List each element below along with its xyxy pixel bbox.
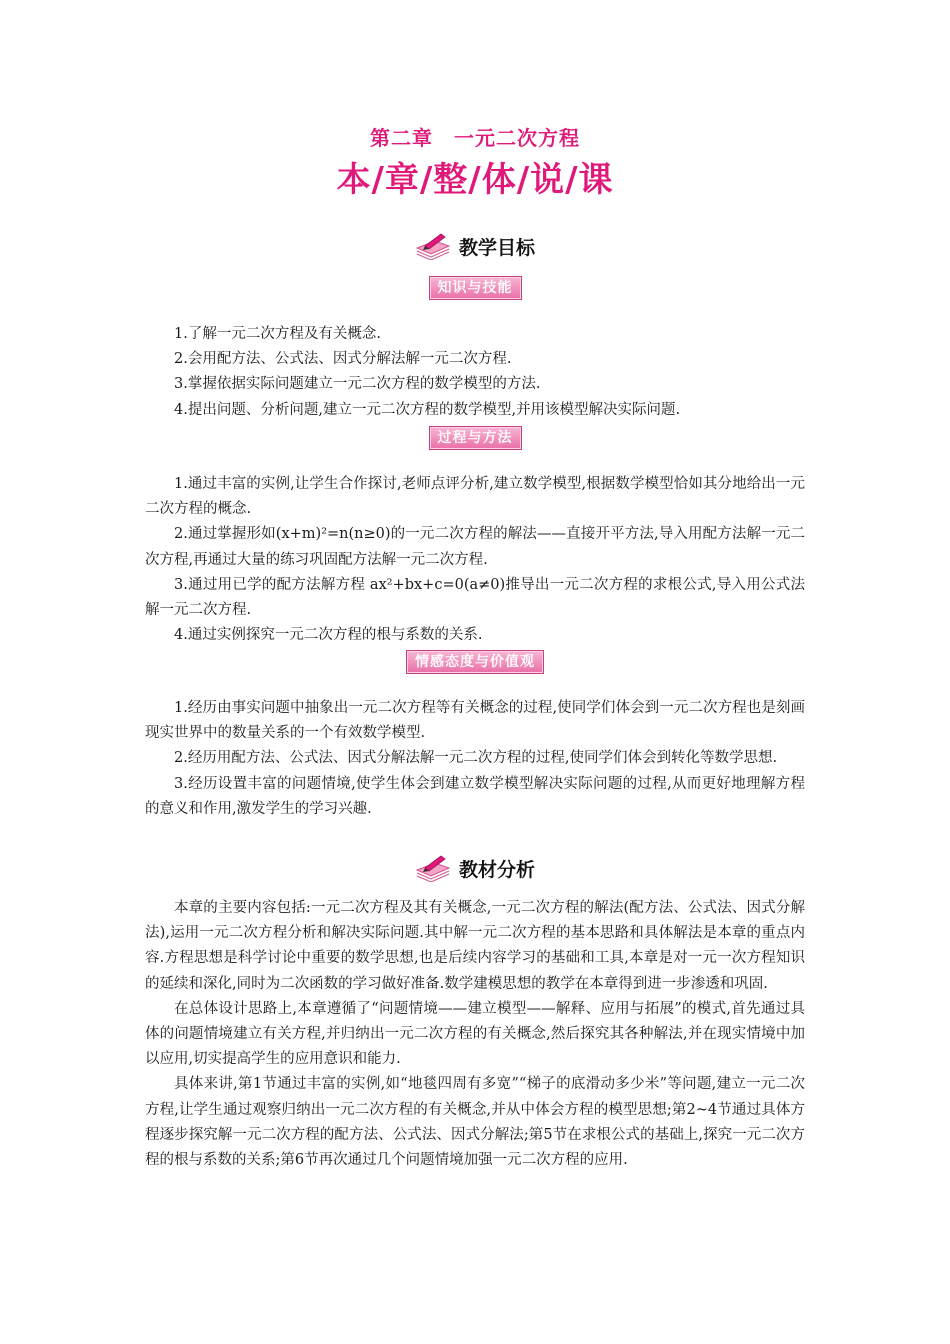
list-item: 3.经历设置丰富的问题情境,使学生体会到建立数学模型解决实际问题的过程,从而更好地理解方程的意义和作用,激发学生的学习兴趣. [145,775,805,817]
tag-label: 知识与技能 [429,276,522,300]
section-heading-label: 教学目标 [458,236,535,259]
analysis-body [145,896,805,1173]
list-item: 2.会用配方法、公式法、因式分解法解一元二次方程. [174,351,512,368]
list-item: 1.了解一元二次方程及有关概念. [174,326,381,342]
pencil-and-book-icon [415,854,451,882]
list-item: 2.经历用配方法、公式法、因式分解法解一元二次方程的过程,使同学们体会到转化等数学思想. [174,750,778,767]
tag-knowledge [0,276,950,300]
section-heading-analysis [0,854,950,887]
list-item: 3.掌握依据实际问题建立一元二次方程的数学模型的方法. [174,376,541,393]
tag-label: 情感态度与价值观 [406,650,544,674]
list-item: 2.通过掌握形如(x+m)²=n(n≥0)的一元二次方程的解法——直接开平方法,导入用配方法解一元二次方程,再通过大量的练习巩固配方法解一元二次方程. [145,526,805,568]
list-item: 1.通过丰富的实例,让学生合作探讨,老师点评分析,建立数学模型,根据数学模型恰如其分地给出一元二次方程的概念. [145,476,805,518]
tag-attitude [0,650,950,674]
paragraph: 本章的主要内容包括:一元二次方程及其有关概念,一元二次方程的解法(配方法、公式法、因式分解法),运用一元二次方程分析和解决实际问题.其中解一元二次方程的基本思路和具体解法是本章的重点内容.方程思想是科学讨论中重要的数学思想,也是后续内容学习的基础和工具,本章是对一元一次方程知识的延续和深化,同时为二次函数的学习做好准备.数学建模思想的教学在本章得到进一步渗透和巩固. [145,900,805,992]
chapter-title: 第二章 一元二次方程 [370,126,580,150]
knowledge-list [145,322,805,423]
list-item: 1.经历由事实问题中抽象出一元二次方程等有关概念的过程,使同学们体会到一元二次方程也是刻画现实世界中的数量关系的一个有效数学模型. [145,700,805,742]
pencil-and-book-icon [415,232,451,260]
list-item: 3.通过用已学的配方法解方程 ax²+bx+c=0(a≠0)推导出一元二次方程的求根公式,导入用公式法解一元二次方程. [145,576,805,619]
paragraph: 在总体设计思路上,本章遵循了“问题情境——建立模型——解释、应用与拓展”的模式,首先通过具体的问题情境建立有关方程,并归纳出一元二次方程的有关概念,然后探究其各种解法,并在现实情境中加以应用,切实提高学生的应用意识和能力. [145,1000,805,1068]
tag-label: 过程与方法 [429,426,522,450]
process-list [145,472,805,648]
list-item: 4.提出问题、分析问题,建立一元二次方程的数学模型,并用该模型解决实际问题. [174,401,681,418]
list-item: 4.通过实例探究一元二次方程的根与系数的关系. [174,627,483,644]
section-heading-label: 教材分析 [458,858,535,881]
page-title: 本/章/整/体/说/课 [336,160,614,200]
section-heading-goals [0,232,950,265]
attitude-list [145,696,805,822]
tag-process [0,426,950,450]
paragraph: 具体来讲,第1节通过丰富的实例,如“地毯四周有多宽”“梯子的底滑动多少米”等问题,建立一元二次方程,让学生通过观察归纳出一元二次方程的有关概念,并从中体会方程的模型思想;第2~4节通过具体方程逐步探究解一元二次方程的配方法、公式法、因式分解法;第5节在求根公式的基础上,探究一元二次方程的根与系数的关系;第6节再次通过几个问题情境加强一元二次方程的应用. [145,1076,805,1169]
